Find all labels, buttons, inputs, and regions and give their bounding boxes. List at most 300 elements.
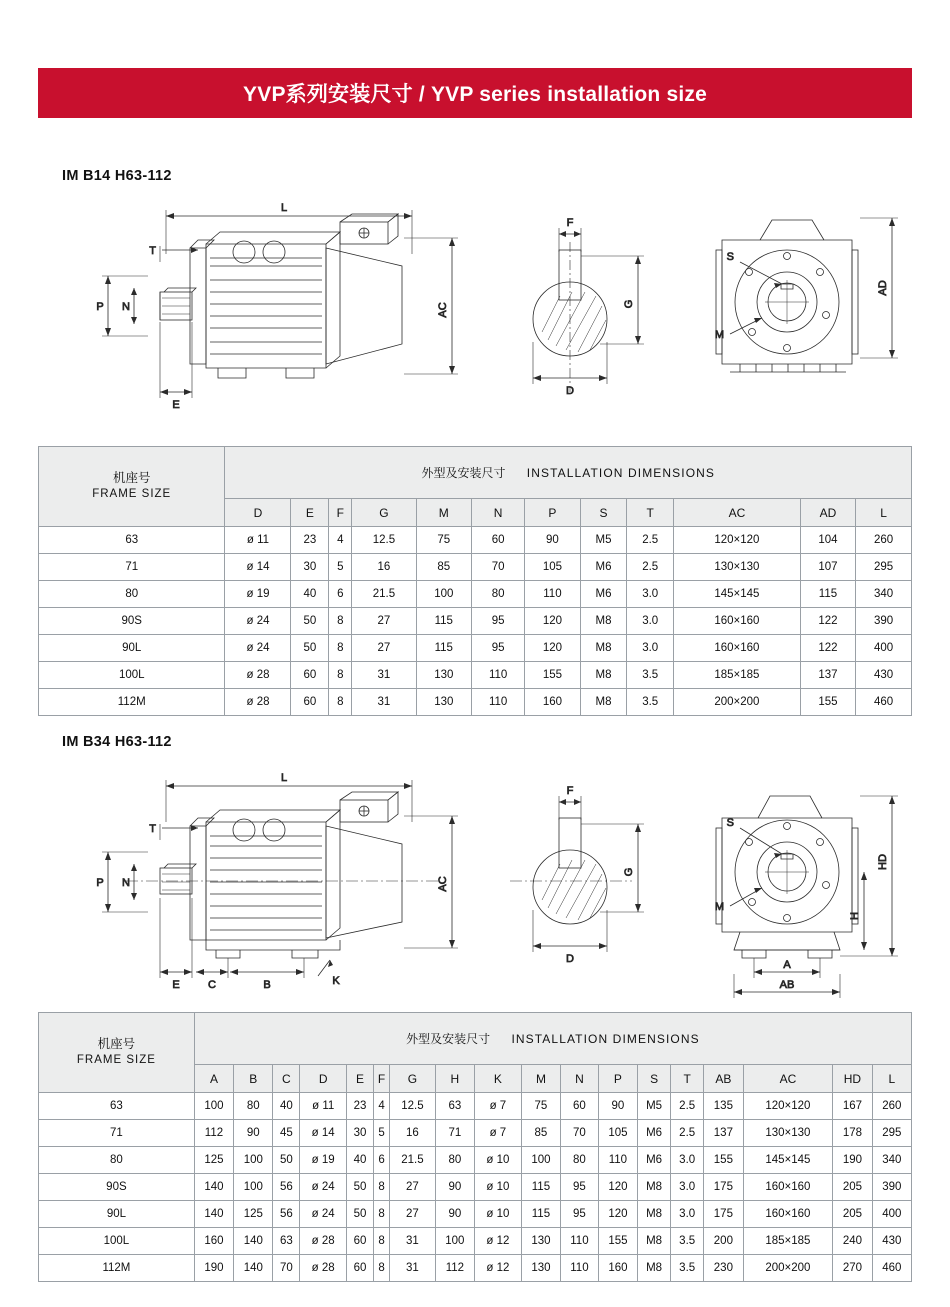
cell-m: 115 xyxy=(416,608,471,635)
installation-dimensions-header xyxy=(194,1013,911,1065)
cell-p: 155 xyxy=(598,1228,637,1255)
cell-m: 85 xyxy=(521,1120,560,1147)
cell-f: 6 xyxy=(373,1147,389,1174)
svg-text:M: M xyxy=(714,329,724,341)
svg-text:T: T xyxy=(149,245,156,257)
cell-p: 120 xyxy=(525,635,580,662)
table-row xyxy=(39,581,912,608)
installation-dimensions-header-en: INSTALLATION DIMENSIONS xyxy=(526,466,716,480)
col-header-b14-m: M xyxy=(416,499,471,527)
cell-frame-size: 80 xyxy=(39,1147,195,1174)
table-row xyxy=(39,1120,912,1147)
cell-t: 2.5 xyxy=(627,554,674,581)
cell-frame-size: 112M xyxy=(39,1255,195,1282)
cell-f: 5 xyxy=(329,554,352,581)
cell-frame-size: 80 xyxy=(39,581,225,608)
installation-dimensions-header xyxy=(225,447,912,499)
cell-e: 50 xyxy=(291,635,329,662)
cell-d: ø 19 xyxy=(300,1147,347,1174)
cell-t: 3.0 xyxy=(671,1174,704,1201)
cell-l: 390 xyxy=(872,1174,911,1201)
cell-f: 8 xyxy=(329,662,352,689)
cell-k: ø 12 xyxy=(475,1255,522,1282)
col-header-b14-ad: AD xyxy=(800,499,855,527)
cell-ab: 135 xyxy=(704,1093,743,1120)
cell-g: 31 xyxy=(352,689,416,716)
cell-f: 4 xyxy=(373,1093,389,1120)
cell-ac: 160×160 xyxy=(674,608,801,635)
cell-ad: 122 xyxy=(800,608,855,635)
cell-m: 130 xyxy=(416,689,471,716)
frame-size-header xyxy=(39,447,225,527)
table-row xyxy=(39,1201,912,1228)
cell-f: 8 xyxy=(329,689,352,716)
cell-l: 295 xyxy=(872,1120,911,1147)
page-banner xyxy=(38,68,912,118)
cell-d: ø 11 xyxy=(300,1093,347,1120)
cell-m: 115 xyxy=(521,1201,560,1228)
col-header-b34-f: F xyxy=(373,1065,389,1093)
cell-t: 3.5 xyxy=(627,662,674,689)
cell-p: 160 xyxy=(598,1255,637,1282)
svg-text:G: G xyxy=(623,299,635,309)
installation-dimensions-header-en: INSTALLATION DIMENSIONS xyxy=(511,1032,700,1046)
cell-f: 4 xyxy=(329,527,352,554)
cell-h: 90 xyxy=(435,1201,474,1228)
cell-t: 3.0 xyxy=(627,635,674,662)
cell-t: 2.5 xyxy=(671,1093,704,1120)
cell-d: ø 28 xyxy=(300,1228,347,1255)
cell-e: 60 xyxy=(291,662,329,689)
svg-text:L: L xyxy=(280,202,288,214)
cell-s: M8 xyxy=(580,635,627,662)
cell-n: 110 xyxy=(561,1228,599,1255)
col-header-b14-f: F xyxy=(329,499,352,527)
svg-text:AC: AC xyxy=(437,876,449,892)
table-b34-head xyxy=(39,1013,912,1093)
cell-frame-size: 90S xyxy=(39,608,225,635)
table-b14 xyxy=(38,446,912,716)
cell-frame-size: 63 xyxy=(39,1093,195,1120)
cell-a: 125 xyxy=(194,1147,233,1174)
cell-f: 8 xyxy=(373,1174,389,1201)
cell-t: 3.0 xyxy=(627,581,674,608)
svg-text:F: F xyxy=(566,785,574,797)
cell-t: 3.0 xyxy=(671,1147,704,1174)
cell-n: 95 xyxy=(561,1201,599,1228)
cell-e: 23 xyxy=(347,1093,374,1120)
cell-t: 2.5 xyxy=(671,1120,704,1147)
svg-text:B: B xyxy=(263,979,271,991)
svg-text:C: C xyxy=(208,979,216,991)
col-header-b34-k: K xyxy=(475,1065,522,1093)
svg-text:N: N xyxy=(122,877,130,889)
cell-l: 390 xyxy=(856,608,912,635)
table-b34-body xyxy=(39,1093,912,1282)
cell-hd: 190 xyxy=(833,1147,872,1174)
cell-frame-size: 90L xyxy=(39,1201,195,1228)
cell-frame-size: 90L xyxy=(39,635,225,662)
col-header-b34-s: S xyxy=(638,1065,671,1093)
cell-ac: 160×160 xyxy=(743,1201,833,1228)
cell-s: M8 xyxy=(580,608,627,635)
cell-l: 400 xyxy=(872,1201,911,1228)
col-header-b34-l: L xyxy=(872,1065,911,1093)
cell-g: 16 xyxy=(390,1120,436,1147)
figure-b34 xyxy=(40,760,912,1018)
cell-ac: 145×145 xyxy=(743,1147,833,1174)
svg-text:K: K xyxy=(332,975,340,987)
cell-ad: 104 xyxy=(800,527,855,554)
cell-frame-size: 71 xyxy=(39,554,225,581)
col-header-b34-ab: AB xyxy=(704,1065,743,1093)
frame-size-header xyxy=(39,1013,195,1093)
cell-e: 60 xyxy=(347,1228,374,1255)
cell-n: 95 xyxy=(561,1174,599,1201)
svg-text:L: L xyxy=(280,772,288,784)
svg-text:D: D xyxy=(566,385,574,397)
cell-b: 125 xyxy=(234,1201,273,1228)
cell-k: ø 12 xyxy=(475,1228,522,1255)
cell-d: ø 28 xyxy=(225,689,291,716)
cell-p: 110 xyxy=(598,1147,637,1174)
cell-p: 90 xyxy=(598,1093,637,1120)
cell-hd: 205 xyxy=(833,1174,872,1201)
svg-text:E: E xyxy=(172,399,180,411)
svg-text:AD: AD xyxy=(877,280,889,296)
cell-h: 80 xyxy=(435,1147,474,1174)
cell-c: 70 xyxy=(273,1255,300,1282)
svg-text:HD: HD xyxy=(877,854,889,870)
cell-ac: 130×130 xyxy=(743,1120,833,1147)
cell-h: 100 xyxy=(435,1228,474,1255)
cell-a: 160 xyxy=(194,1228,233,1255)
cell-l: 430 xyxy=(872,1228,911,1255)
cell-p: 160 xyxy=(525,689,580,716)
cell-g: 21.5 xyxy=(390,1147,436,1174)
cell-n: 70 xyxy=(472,554,525,581)
figure-b14 xyxy=(40,192,912,432)
cell-d: ø 28 xyxy=(300,1255,347,1282)
cell-b: 80 xyxy=(234,1093,273,1120)
cell-b: 100 xyxy=(234,1174,273,1201)
cell-m: 115 xyxy=(521,1174,560,1201)
cell-h: 90 xyxy=(435,1174,474,1201)
cell-g: 27 xyxy=(390,1174,436,1201)
svg-text:P: P xyxy=(96,877,104,889)
cell-k: ø 7 xyxy=(475,1093,522,1120)
table-b14-header-main xyxy=(39,447,912,499)
cell-s: M8 xyxy=(638,1201,671,1228)
cell-l: 340 xyxy=(872,1147,911,1174)
cell-d: ø 28 xyxy=(225,662,291,689)
cell-t: 3.0 xyxy=(671,1201,704,1228)
cell-a: 140 xyxy=(194,1174,233,1201)
cell-ad: 115 xyxy=(800,581,855,608)
table-b14-head xyxy=(39,447,912,527)
cell-m: 100 xyxy=(521,1147,560,1174)
col-header-b34-p: P xyxy=(598,1065,637,1093)
svg-text:AB: AB xyxy=(779,979,795,991)
cell-frame-size: 63 xyxy=(39,527,225,554)
cell-a: 100 xyxy=(194,1093,233,1120)
table-b34-header-main xyxy=(39,1013,912,1065)
cell-n: 95 xyxy=(472,635,525,662)
cell-e: 50 xyxy=(347,1174,374,1201)
col-header-b34-ac: AC xyxy=(743,1065,833,1093)
cell-a: 112 xyxy=(194,1120,233,1147)
cell-g: 27 xyxy=(390,1201,436,1228)
cell-d: ø 11 xyxy=(225,527,291,554)
cell-s: M8 xyxy=(638,1228,671,1255)
col-header-b34-g: G xyxy=(390,1065,436,1093)
installation-dimensions-header-cn: 外型及安装尺寸 xyxy=(421,466,506,480)
table-b14-body xyxy=(39,527,912,716)
svg-text:AC: AC xyxy=(437,302,449,318)
cell-s: M5 xyxy=(580,527,627,554)
cell-p: 105 xyxy=(525,554,580,581)
svg-text:F: F xyxy=(566,217,574,229)
cell-t: 3.5 xyxy=(671,1255,704,1282)
cell-l: 340 xyxy=(856,581,912,608)
table-row xyxy=(39,1147,912,1174)
cell-g: 21.5 xyxy=(352,581,416,608)
cell-e: 60 xyxy=(291,689,329,716)
cell-ad: 155 xyxy=(800,689,855,716)
cell-l: 260 xyxy=(856,527,912,554)
svg-text:G: G xyxy=(623,867,635,877)
col-header-b34-hd: HD xyxy=(833,1065,872,1093)
cell-hd: 178 xyxy=(833,1120,872,1147)
svg-text:A: A xyxy=(783,959,791,971)
col-header-b34-d: D xyxy=(300,1065,347,1093)
cell-m: 115 xyxy=(416,635,471,662)
cell-c: 63 xyxy=(273,1228,300,1255)
cell-k: ø 10 xyxy=(475,1174,522,1201)
table-row xyxy=(39,1255,912,1282)
cell-f: 8 xyxy=(373,1228,389,1255)
cell-ac: 185×185 xyxy=(674,662,801,689)
cell-n: 110 xyxy=(561,1255,599,1282)
cell-g: 31 xyxy=(390,1228,436,1255)
cell-e: 60 xyxy=(347,1255,374,1282)
cell-e: 30 xyxy=(291,554,329,581)
cell-l: 430 xyxy=(856,662,912,689)
table-b34 xyxy=(38,1012,912,1282)
cell-e: 23 xyxy=(291,527,329,554)
cell-d: ø 24 xyxy=(225,608,291,635)
cell-t: 3.5 xyxy=(627,689,674,716)
cell-h: 63 xyxy=(435,1093,474,1120)
cell-ab: 155 xyxy=(704,1147,743,1174)
cell-s: M8 xyxy=(638,1174,671,1201)
cell-b: 100 xyxy=(234,1147,273,1174)
cell-frame-size: 100L xyxy=(39,1228,195,1255)
col-header-b14-t: T xyxy=(627,499,674,527)
cell-p: 105 xyxy=(598,1120,637,1147)
cell-p: 120 xyxy=(598,1201,637,1228)
col-header-b34-h: H xyxy=(435,1065,474,1093)
cell-g: 31 xyxy=(390,1255,436,1282)
cell-p: 155 xyxy=(525,662,580,689)
cell-d: ø 19 xyxy=(225,581,291,608)
cell-n: 80 xyxy=(472,581,525,608)
cell-k: ø 7 xyxy=(475,1120,522,1147)
cell-s: M6 xyxy=(580,554,627,581)
cell-c: 45 xyxy=(273,1120,300,1147)
cell-n: 95 xyxy=(472,608,525,635)
svg-text:N: N xyxy=(122,301,130,313)
cell-f: 6 xyxy=(329,581,352,608)
cell-s: M8 xyxy=(580,689,627,716)
cell-frame-size: 90S xyxy=(39,1174,195,1201)
col-header-b14-ac: AC xyxy=(674,499,801,527)
cell-s: M5 xyxy=(638,1093,671,1120)
cell-p: 120 xyxy=(598,1174,637,1201)
cell-l: 460 xyxy=(856,689,912,716)
section-title-b14: IM B14 H63-112 xyxy=(62,168,172,184)
cell-h: 112 xyxy=(435,1255,474,1282)
cell-ad: 137 xyxy=(800,662,855,689)
cell-d: ø 24 xyxy=(225,635,291,662)
svg-text:M: M xyxy=(714,901,724,913)
table-row xyxy=(39,554,912,581)
cell-frame-size: 112M xyxy=(39,689,225,716)
cell-e: 50 xyxy=(291,608,329,635)
cell-n: 80 xyxy=(561,1147,599,1174)
cell-ac: 200×200 xyxy=(743,1255,833,1282)
cell-hd: 240 xyxy=(833,1228,872,1255)
cell-ac: 160×160 xyxy=(674,635,801,662)
cell-e: 40 xyxy=(347,1147,374,1174)
cell-frame-size: 100L xyxy=(39,662,225,689)
cell-g: 16 xyxy=(352,554,416,581)
cell-ac: 145×145 xyxy=(674,581,801,608)
cell-e: 50 xyxy=(347,1201,374,1228)
table-row xyxy=(39,608,912,635)
cell-c: 56 xyxy=(273,1174,300,1201)
cell-s: M6 xyxy=(638,1147,671,1174)
cell-k: ø 10 xyxy=(475,1201,522,1228)
cell-b: 140 xyxy=(234,1228,273,1255)
cell-n: 110 xyxy=(472,662,525,689)
cell-f: 8 xyxy=(329,635,352,662)
table-b34-wrap xyxy=(38,1012,912,1282)
cell-m: 130 xyxy=(521,1255,560,1282)
cell-l: 400 xyxy=(856,635,912,662)
figure-b14-drawing xyxy=(40,192,912,432)
cell-ac: 120×120 xyxy=(743,1093,833,1120)
cell-d: ø 24 xyxy=(300,1174,347,1201)
col-header-b34-t: T xyxy=(671,1065,704,1093)
col-header-b14-s: S xyxy=(580,499,627,527)
cell-f: 8 xyxy=(373,1255,389,1282)
cell-c: 40 xyxy=(273,1093,300,1120)
frame-size-header-en: FRAME SIZE xyxy=(76,1054,156,1067)
cell-g: 31 xyxy=(352,662,416,689)
col-header-b34-b: B xyxy=(234,1065,273,1093)
cell-ac: 160×160 xyxy=(743,1174,833,1201)
cell-d: ø 14 xyxy=(300,1120,347,1147)
cell-hd: 270 xyxy=(833,1255,872,1282)
cell-f: 8 xyxy=(373,1201,389,1228)
cell-m: 85 xyxy=(416,554,471,581)
cell-p: 120 xyxy=(525,608,580,635)
cell-d: ø 14 xyxy=(225,554,291,581)
svg-text:H: H xyxy=(849,912,861,920)
page-title: YVP系列安装尺寸 / YVP series installation size xyxy=(243,83,707,106)
svg-text:P: P xyxy=(96,301,104,313)
cell-ab: 175 xyxy=(704,1201,743,1228)
col-header-b14-p: P xyxy=(525,499,580,527)
cell-p: 90 xyxy=(525,527,580,554)
cell-n: 70 xyxy=(561,1120,599,1147)
cell-ab: 230 xyxy=(704,1255,743,1282)
col-header-b14-g: G xyxy=(352,499,416,527)
cell-n: 60 xyxy=(561,1093,599,1120)
cell-p: 110 xyxy=(525,581,580,608)
svg-text:T: T xyxy=(149,823,156,835)
installation-dimensions-header-cn: 外型及安装尺寸 xyxy=(406,1032,491,1046)
cell-a: 190 xyxy=(194,1255,233,1282)
col-header-b14-n: N xyxy=(472,499,525,527)
cell-ab: 137 xyxy=(704,1120,743,1147)
frame-size-header-cn: 机座号 xyxy=(112,471,151,486)
svg-text:D: D xyxy=(566,953,574,965)
table-row xyxy=(39,1174,912,1201)
col-header-b14-e: E xyxy=(291,499,329,527)
cell-d: ø 24 xyxy=(300,1201,347,1228)
cell-g: 12.5 xyxy=(390,1093,436,1120)
frame-size-header-cn: 机座号 xyxy=(97,1037,136,1052)
col-header-b34-a: A xyxy=(194,1065,233,1093)
cell-l: 460 xyxy=(872,1255,911,1282)
cell-ad: 122 xyxy=(800,635,855,662)
col-header-b34-n: N xyxy=(561,1065,599,1093)
col-header-b14-d: D xyxy=(225,499,291,527)
cell-g: 12.5 xyxy=(352,527,416,554)
cell-m: 75 xyxy=(521,1093,560,1120)
section-title-b34: IM B34 H63-112 xyxy=(62,734,172,750)
cell-m: 75 xyxy=(416,527,471,554)
table-row xyxy=(39,1093,912,1120)
cell-f: 8 xyxy=(329,608,352,635)
cell-ac: 120×120 xyxy=(674,527,801,554)
cell-frame-size: 71 xyxy=(39,1120,195,1147)
svg-text:S: S xyxy=(726,251,734,263)
cell-n: 110 xyxy=(472,689,525,716)
cell-s: M8 xyxy=(580,662,627,689)
cell-e: 40 xyxy=(291,581,329,608)
cell-m: 100 xyxy=(416,581,471,608)
col-header-b14-l: L xyxy=(856,499,912,527)
cell-a: 140 xyxy=(194,1201,233,1228)
cell-ab: 200 xyxy=(704,1228,743,1255)
cell-ac: 185×185 xyxy=(743,1228,833,1255)
cell-n: 60 xyxy=(472,527,525,554)
cell-g: 27 xyxy=(352,635,416,662)
cell-l: 260 xyxy=(872,1093,911,1120)
col-header-b34-e: E xyxy=(347,1065,374,1093)
cell-m: 130 xyxy=(416,662,471,689)
table-b14-wrap xyxy=(38,446,912,716)
cell-t: 2.5 xyxy=(627,527,674,554)
cell-c: 50 xyxy=(273,1147,300,1174)
cell-ab: 175 xyxy=(704,1174,743,1201)
cell-e: 30 xyxy=(347,1120,374,1147)
cell-b: 90 xyxy=(234,1120,273,1147)
cell-m: 130 xyxy=(521,1228,560,1255)
